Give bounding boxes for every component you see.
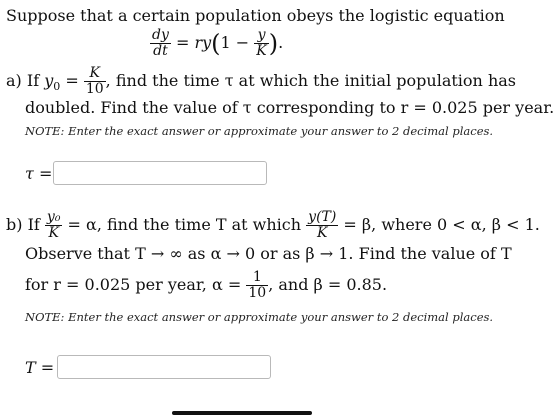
part-b-note: NOTE: Enter the exact answer or approximate your answer to 2 decimal places. — [25, 310, 494, 324]
intro-text: Suppose that a certain population obeys the logistic equation — [6, 6, 505, 25]
part-a-note: NOTE: Enter the exact answer or approximate your answer to 2 decimal places. — [25, 124, 494, 138]
tau-answer-label: τ = — [25, 164, 53, 183]
fraction-numerator: K — [89, 65, 100, 81]
part-a-label: a) If — [6, 71, 40, 90]
fraction-numerator: 1 — [252, 269, 262, 285]
part-b-line-2: Observe that T → ∞ as α → 0 or as β → 1. Find the value of T — [25, 244, 512, 263]
right-paren: ) — [268, 29, 279, 58]
equation-one-minus: 1 − — [220, 33, 250, 52]
fraction-denominator: K — [306, 225, 338, 241]
part-b-fraction-3 — [246, 270, 268, 301]
part-b-label: b) If — [6, 215, 40, 234]
part-a-sub: 0 — [53, 80, 61, 94]
part-a-var: y — [44, 71, 54, 90]
fraction-numerator: y₀ — [46, 209, 61, 225]
part-a-rest: , find the time τ at which the initial population has — [105, 71, 516, 90]
part-a-equals: = — [65, 71, 79, 90]
fraction-numerator: dy — [152, 27, 169, 43]
part-a-line-1 — [6, 66, 516, 97]
equation-middle: = ry — [175, 33, 212, 52]
fraction-numerator: y — [257, 27, 266, 43]
fraction-denominator: K — [45, 225, 63, 241]
part-b-line-3 — [25, 270, 387, 301]
part-b-mid-1: = α, find the time T at which — [67, 215, 302, 234]
fraction-numerator: y(T) — [308, 209, 337, 225]
part-b-line-3-end: , and β = 0.85. — [268, 275, 388, 294]
tau-answer-input[interactable] — [53, 161, 267, 185]
part-a-fraction — [84, 66, 106, 97]
part-b-line-1 — [6, 210, 540, 241]
equation-period: . — [278, 33, 284, 52]
home-indicator-bar — [172, 411, 312, 415]
part-a-line-2: doubled. Find the value of τ corresponding to r = 0.025 per year. — [25, 98, 554, 117]
left-paren: ( — [211, 29, 221, 58]
part-b-mid-2: = β, where 0 < α, β < 1. — [343, 215, 540, 234]
fraction-denominator: dt — [150, 43, 171, 59]
part-b-line-3-start: for r = 0.025 per year, α = — [25, 275, 242, 294]
fraction-denominator: 10 — [248, 285, 267, 301]
part-b-fraction-2 — [306, 210, 338, 241]
derivative-fraction — [150, 28, 171, 59]
fraction-denominator: K — [256, 43, 267, 59]
t-answer-label: T = — [25, 358, 55, 377]
fraction-denominator: 10 — [85, 81, 104, 97]
y-over-k-fraction — [254, 28, 268, 59]
t-answer-input[interactable] — [57, 355, 271, 379]
part-b-fraction-1 — [45, 210, 63, 241]
logistic-equation — [150, 28, 283, 59]
